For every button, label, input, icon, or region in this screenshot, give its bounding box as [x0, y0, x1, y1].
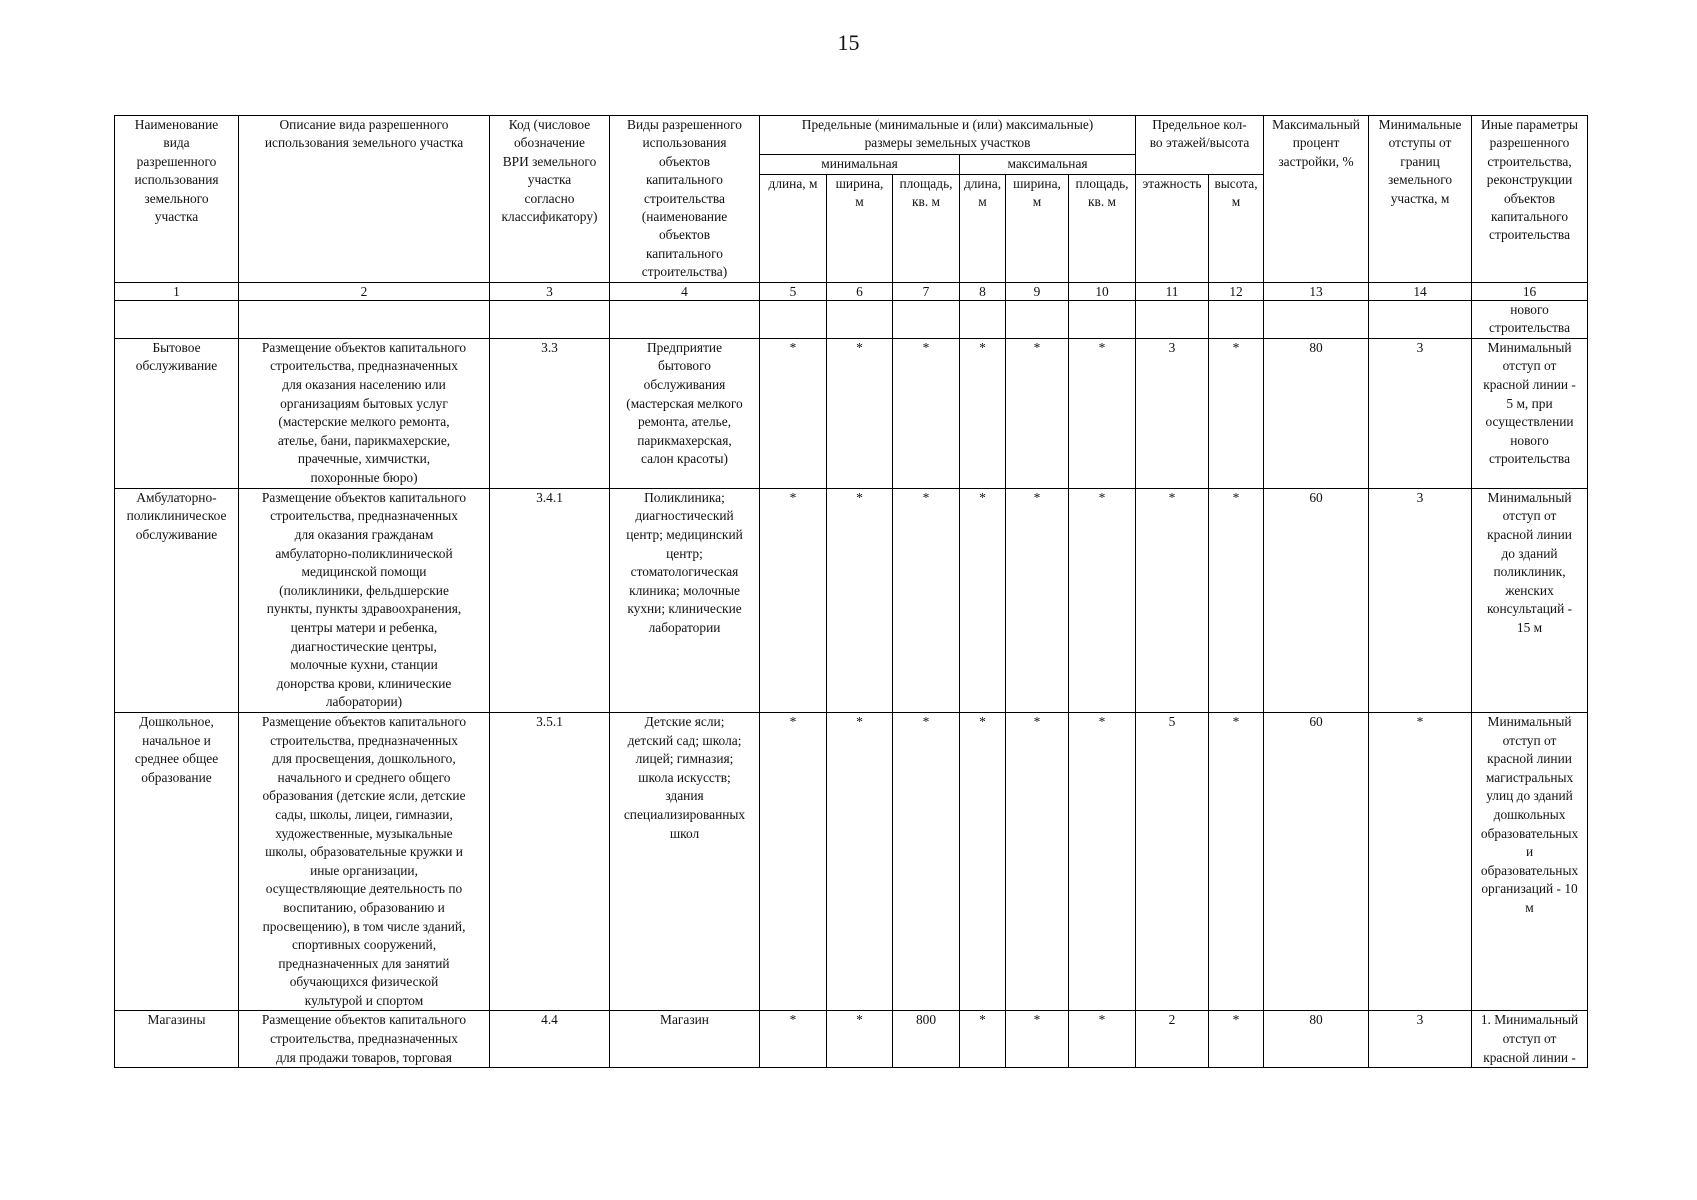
- header-min: минимальная: [760, 154, 960, 174]
- cell-min-setback: 3: [1369, 488, 1472, 712]
- cell-min-length: *: [760, 712, 827, 1011]
- header-objects: Виды разрешенного использования объектов капитального строительства (наименование объектов капитального строительства): [610, 116, 760, 283]
- cell-min-length: *: [760, 488, 827, 712]
- table-row: [115, 338, 1588, 488]
- cell-code: 3.5.1: [490, 712, 610, 1011]
- cell-height: *: [1209, 1011, 1264, 1068]
- header-max: максимальная: [960, 154, 1136, 174]
- header-row-1: [115, 116, 1588, 155]
- header-min-width: ширина, м: [827, 174, 893, 282]
- cell-min-length: *: [760, 338, 827, 488]
- column-number: 4: [610, 282, 760, 300]
- cell-floors: *: [1136, 488, 1209, 712]
- header-max-length: длина, м: [960, 174, 1006, 282]
- cell-name: Бытовое обслуживание: [115, 338, 239, 488]
- cell-other: Минимальный отступ от красной линии - 5 м, при осуществлении нового строительства: [1472, 338, 1588, 488]
- cell-min-setback: *: [1369, 712, 1472, 1011]
- cell-objects: Магазин: [610, 1011, 760, 1068]
- cell-max-percent: 80: [1264, 338, 1369, 488]
- header-floors-height: Предельное кол- во этажей/высота: [1136, 116, 1264, 175]
- cell-min-area: *: [893, 712, 960, 1011]
- cell-max-length: *: [960, 712, 1006, 1011]
- cell-description: Размещение объектов капитального строительства, предназначенных для просвещения, дошкольного, начального и среднего общего образования (детские ясли, детские сады, школы, лицеи, гимназии, художественные, музыкальные школы, образовательные кружки и иные организации, осуществляющие деятельность по воспитанию, образованию и просвещению), в том числе зданий, спортивных сооружений, предназначенных для занятий обучающихся физической культурой и спортом: [239, 712, 490, 1011]
- cell-max-length: *: [960, 338, 1006, 488]
- cell-objects: Поликлиника; диагностический центр; медицинский центр; стоматологическая клиника; молочные кухни; клинические лаборатории: [610, 488, 760, 712]
- column-number: 16: [1472, 282, 1588, 300]
- zoning-regulations-table: [114, 115, 1588, 1068]
- header-max-area: площадь, кв. м: [1069, 174, 1136, 282]
- column-number: 7: [893, 282, 960, 300]
- header-max-percent: Максимальный процент застройки, %: [1264, 116, 1369, 283]
- column-number: 6: [827, 282, 893, 300]
- cell-objects: Предприятие бытового обслуживания (мастерская мелкого ремонта, ателье, парикмахерская, салон красоты): [610, 338, 760, 488]
- cell-min-width: *: [827, 712, 893, 1011]
- cell-other: Минимальный отступ от красной линии до зданий поликлиник, женских консультаций - 15 м: [1472, 488, 1588, 712]
- cell-max-area: *: [1069, 1011, 1136, 1068]
- cell-floors: 5: [1136, 712, 1209, 1011]
- cell-name: Магазины: [115, 1011, 239, 1068]
- header-max-width: ширина, м: [1006, 174, 1069, 282]
- cell-min-area: *: [893, 488, 960, 712]
- cell-description: Размещение объектов капитального строительства, предназначенных для оказания населению или организациям бытовых услуг (мастерские мелкого ремонта, ателье, бани, парикмахерские, прачечные, химчистки, похоронные бюро): [239, 338, 490, 488]
- column-number: 5: [760, 282, 827, 300]
- cell-max-width: *: [1006, 338, 1069, 488]
- cell-max-area: *: [1069, 338, 1136, 488]
- header-min-setback: Минимальные отступы от границ земельного участка, м: [1369, 116, 1472, 283]
- header-code: Код (числовое обозначение ВРИ земельного участка согласно классификатору): [490, 116, 610, 283]
- cell-max-width: *: [1006, 712, 1069, 1011]
- cell-max-length: *: [960, 488, 1006, 712]
- cell-description: Размещение объектов капитального строительства, предназначенных для оказания гражданам амбулаторно-поликлинической медицинской помощи (поликлиники, фельдшерские пункты, пункты здравоохранения, центры матери и ребенка, диагностические центры, молочные кухни, станции донорства крови, клинические лаборатории): [239, 488, 490, 712]
- cell-code: 3.3: [490, 338, 610, 488]
- table-row: [115, 488, 1588, 712]
- cell-other: Минимальный отступ от красной линии магистральных улиц до зданий дошкольных образовательных и образовательных организаций - 10 м: [1472, 712, 1588, 1011]
- cell-height: *: [1209, 712, 1264, 1011]
- cell-floors: 3: [1136, 338, 1209, 488]
- cell-code: 3.4.1: [490, 488, 610, 712]
- header-other-params: Иные параметры разрешенного строительства, реконструкции объектов капитального строительства: [1472, 116, 1588, 283]
- cell-min-length: *: [760, 1011, 827, 1068]
- header-description: Описание вида разрешенного использования земельного участка: [239, 116, 490, 283]
- cell-height: *: [1209, 338, 1264, 488]
- cell-max-area: *: [1069, 712, 1136, 1011]
- cell-max-area: *: [1069, 488, 1136, 712]
- page-number: 15: [837, 30, 860, 55]
- cell-objects: Детские ясли; детский сад; школа; лицей; гимназия; школа искусств; здания специализированных школ: [610, 712, 760, 1011]
- column-number: 12: [1209, 282, 1264, 300]
- column-number: 2: [239, 282, 490, 300]
- cell-description: Размещение объектов капитального строительства, предназначенных для продажи товаров, торговая: [239, 1011, 490, 1068]
- column-number: 11: [1136, 282, 1209, 300]
- cell-floors: 2: [1136, 1011, 1209, 1068]
- cell-min-area: *: [893, 338, 960, 488]
- column-number: 3: [490, 282, 610, 300]
- cell-min-area: 800: [893, 1011, 960, 1068]
- cell-name: Амбулаторно- поликлиническое обслуживание: [115, 488, 239, 712]
- cell-min-setback: 3: [1369, 1011, 1472, 1068]
- cell-name: Дошкольное, начальное и среднее общее образование: [115, 712, 239, 1011]
- cell-code: 4.4: [490, 1011, 610, 1068]
- column-number: 13: [1264, 282, 1369, 300]
- cell-other: нового строительства: [1472, 300, 1588, 338]
- header-min-area: площадь, кв. м: [893, 174, 960, 282]
- column-number: 9: [1006, 282, 1069, 300]
- cell-max-length: *: [960, 1011, 1006, 1068]
- header-plot-limits: Предельные (минимальные и (или) максимальные) размеры земельных участков: [760, 116, 1136, 155]
- cell-min-width: *: [827, 338, 893, 488]
- column-number: 10: [1069, 282, 1136, 300]
- header-name: Наименование вида разрешенного использования земельного участка: [115, 116, 239, 283]
- header-height: высота, м: [1209, 174, 1264, 282]
- cell-other: 1. Минимальный отступ от красной линии -: [1472, 1011, 1588, 1068]
- cell-min-setback: 3: [1369, 338, 1472, 488]
- header-floors: этажность: [1136, 174, 1209, 282]
- header-min-length: длина, м: [760, 174, 827, 282]
- cell-max-percent: 80: [1264, 1011, 1369, 1068]
- column-numbers-row: [115, 282, 1588, 300]
- table-row: [115, 1011, 1588, 1068]
- cell-max-percent: 60: [1264, 488, 1369, 712]
- cell-min-width: *: [827, 1011, 893, 1068]
- cell-max-width: *: [1006, 1011, 1069, 1068]
- cell-max-width: *: [1006, 488, 1069, 712]
- continuation-row: [115, 300, 1588, 338]
- cell-max-percent: 60: [1264, 712, 1369, 1011]
- cell-height: *: [1209, 488, 1264, 712]
- column-number: 1: [115, 282, 239, 300]
- table-row: [115, 712, 1588, 1011]
- cell-min-width: *: [827, 488, 893, 712]
- column-number: 8: [960, 282, 1006, 300]
- column-number: 14: [1369, 282, 1472, 300]
